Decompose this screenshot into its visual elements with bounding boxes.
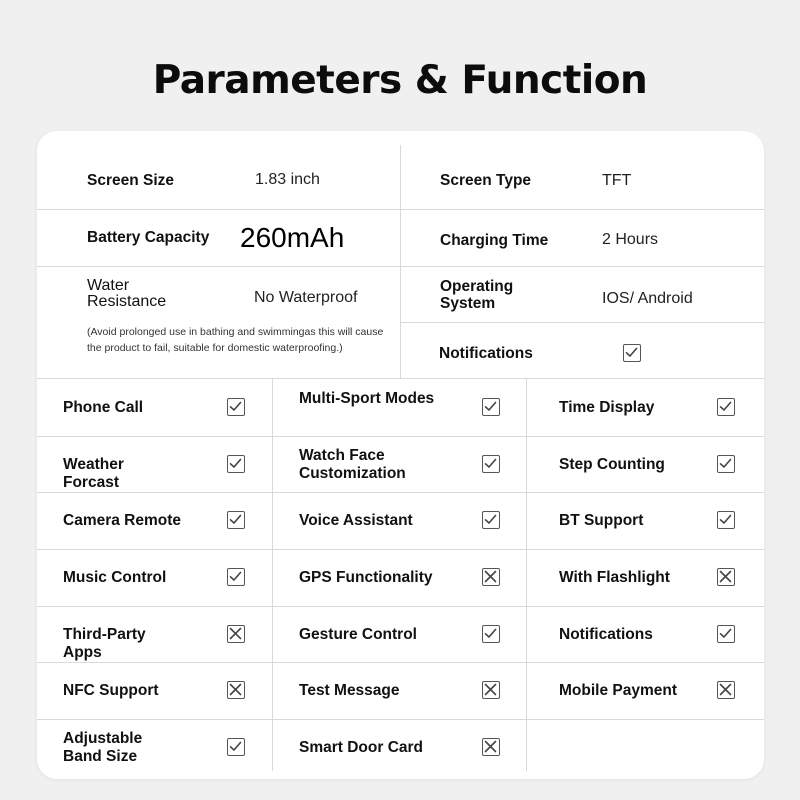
parameters-card — [37, 131, 764, 779]
check-icon — [483, 626, 498, 641]
check-icon — [483, 456, 498, 471]
cross-icon — [483, 682, 498, 697]
column-divider — [526, 379, 527, 771]
feature-checkbox — [227, 738, 245, 756]
screen-size-label: Screen Size — [87, 172, 175, 189]
feature-checkbox — [717, 398, 735, 416]
feature-label: Phone Call — [63, 399, 144, 416]
feature-label: Multi-Sport Modes — [299, 390, 435, 407]
feature-label: With Flashlight — [559, 569, 670, 586]
battery-label: Battery Capacity — [87, 229, 210, 246]
row-divider — [37, 606, 764, 607]
feature-label: Notifications — [559, 626, 653, 643]
feature-checkbox — [717, 511, 735, 529]
check-icon — [483, 512, 498, 527]
row-divider — [37, 549, 764, 550]
os-value: IOS/ Android — [602, 290, 693, 307]
cross-icon — [228, 682, 243, 697]
feature-label: GPS Functionality — [299, 569, 433, 586]
check-icon — [228, 399, 243, 414]
feature-label: Third-Party Apps — [63, 626, 146, 661]
feature-checkbox — [227, 681, 245, 699]
feature-checkbox — [482, 455, 500, 473]
feature-checkbox — [482, 681, 500, 699]
water-label: Water Resistance — [87, 277, 167, 310]
cross-icon — [483, 739, 498, 754]
row-divider — [37, 266, 764, 267]
feature-label: Test Message — [299, 682, 400, 699]
feature-label: NFC Support — [63, 682, 159, 699]
feature-label: BT Support — [559, 512, 644, 529]
check-icon — [228, 456, 243, 471]
row-divider — [37, 492, 764, 493]
feature-label: Gesture Control — [299, 626, 417, 643]
feature-checkbox — [227, 455, 245, 473]
feature-checkbox — [717, 568, 735, 586]
row-divider — [37, 209, 764, 210]
check-icon — [228, 512, 243, 527]
notifications-spec-checkbox — [623, 344, 641, 362]
notifications-spec-label: Notifications — [439, 345, 533, 362]
feature-checkbox — [482, 511, 500, 529]
feature-checkbox — [227, 625, 245, 643]
feature-checkbox — [482, 398, 500, 416]
feature-checkbox — [227, 398, 245, 416]
feature-checkbox — [717, 625, 735, 643]
screen-size-value: 1.83 inch — [255, 171, 320, 188]
features-grid — [37, 379, 764, 779]
waterproof-note: (Avoid prolonged use in bathing and swimmingas this will cause the product to fail, suitable for domestic waterproofing.) — [87, 326, 384, 354]
charging-value: 2 Hours — [602, 231, 659, 248]
screen-type-value: TFT — [602, 172, 632, 189]
row-divider — [37, 436, 764, 437]
specs-table — [37, 131, 764, 379]
cross-icon — [228, 626, 243, 641]
row-divider — [400, 322, 764, 323]
page-title: Parameters & Function — [152, 58, 648, 103]
feature-checkbox — [482, 568, 500, 586]
feature-label: Camera Remote — [63, 512, 182, 529]
check-icon — [228, 569, 243, 584]
feature-label: Adjustable Band Size — [63, 730, 143, 765]
row-divider — [37, 662, 764, 663]
row-divider — [37, 719, 764, 720]
check-icon — [624, 345, 639, 360]
feature-label: Step Counting — [559, 456, 665, 473]
feature-checkbox — [717, 681, 735, 699]
cross-icon — [718, 682, 733, 697]
feature-label: Smart Door Card — [299, 739, 424, 756]
check-icon — [718, 626, 733, 641]
feature-label: Weather Forcast — [63, 456, 124, 491]
column-divider — [272, 379, 273, 771]
feature-checkbox — [482, 625, 500, 643]
charging-label: Charging Time — [440, 232, 549, 249]
specs-divider — [400, 145, 401, 379]
battery-value: 260mAh — [240, 222, 345, 253]
feature-checkbox — [482, 738, 500, 756]
os-label: Operating System — [440, 278, 514, 312]
check-icon — [483, 399, 498, 414]
feature-label: Music Control — [63, 569, 167, 586]
check-icon — [718, 399, 733, 414]
check-icon — [718, 456, 733, 471]
feature-checkbox — [227, 511, 245, 529]
cross-icon — [718, 569, 733, 584]
screen-type-label: Screen Type — [440, 172, 532, 189]
feature-label: Time Display — [559, 399, 655, 416]
feature-checkbox — [717, 455, 735, 473]
check-icon — [718, 512, 733, 527]
water-value: No Waterproof — [254, 289, 358, 306]
feature-label: Voice Assistant — [299, 512, 413, 529]
feature-label: Mobile Payment — [559, 682, 677, 699]
feature-label: Watch Face Customization — [299, 447, 406, 482]
cross-icon — [483, 569, 498, 584]
check-icon — [228, 739, 243, 754]
feature-checkbox — [227, 568, 245, 586]
